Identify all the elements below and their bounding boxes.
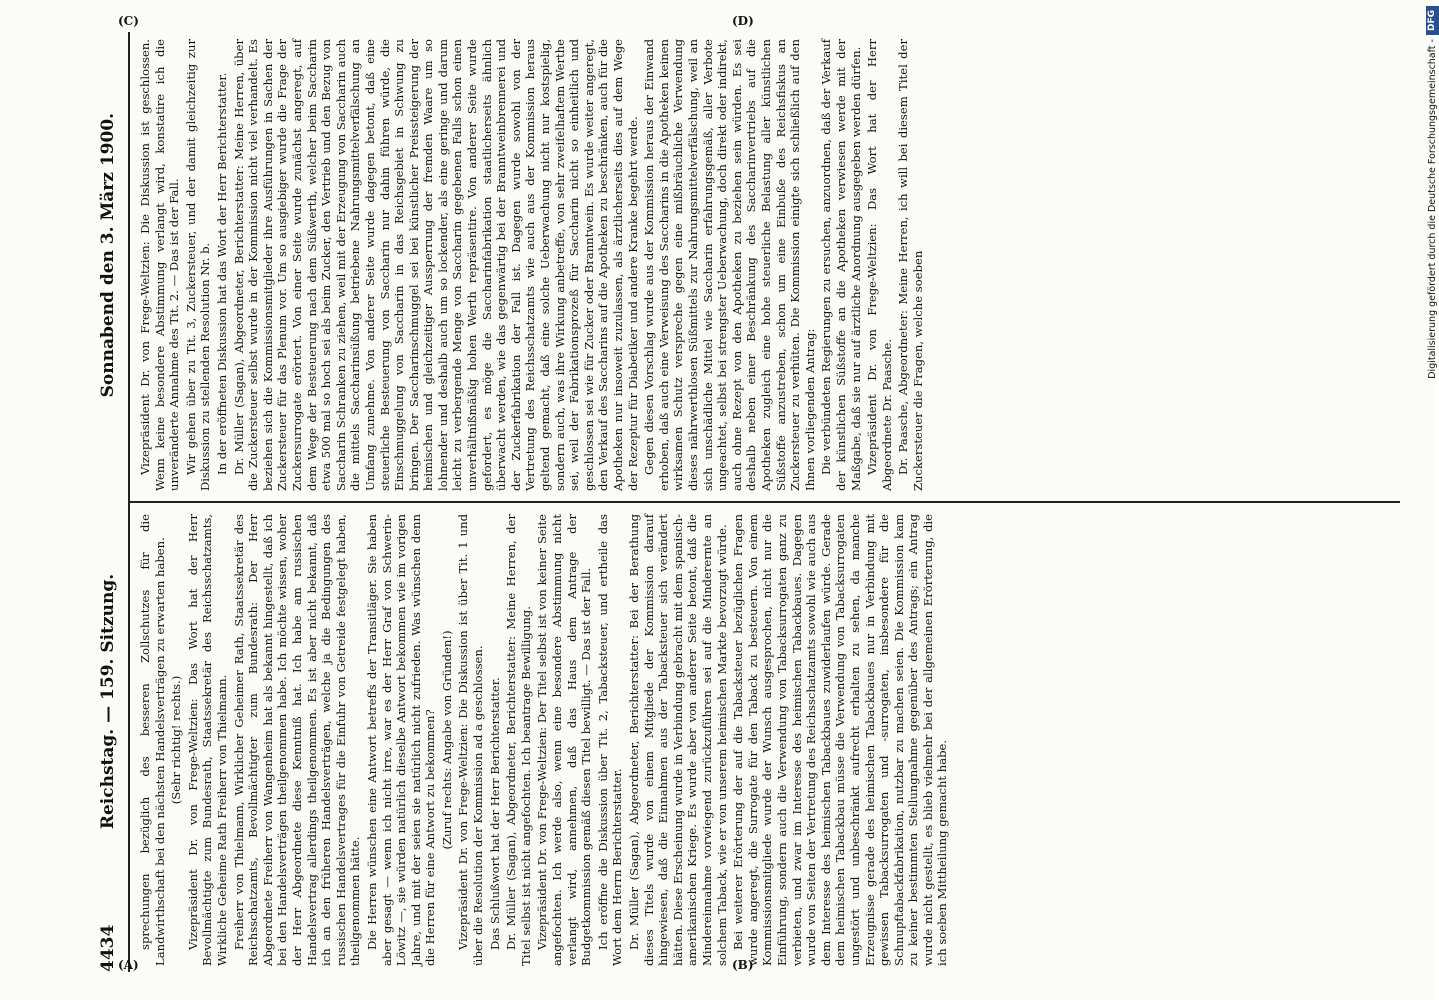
session-title: Reichstag. — 159. Sitzung. xyxy=(98,573,118,830)
paragraph: Dr. Müller (Sagan), Abgeordneter, Berichterstatter: Bei der Berathung dieses Titels wurde von einem Mitgliede der Kommission darauf hingewiesen, daß die Einnahmen aus der Tabacksteuer sich verändert hätten. Diese Erscheinung wurde in Verbindung gebracht mit dem spanisch-amerikanischen Kriege. Es wurde aber von anderer Seite betont, daß die Mindereinnahme vorwiegend zurückzuführen sei auf die Minderernte an solchem Taback, wie er von unserem heimischen Markte bevorzugt würde. xyxy=(627,514,729,966)
paragraph: Vizepräsident Dr. von Frege-Weltzien: Der Titel selbst ist von keiner Seite angefochten. Ich werde also, wenn eine besondere Abstimmung nicht verlangt wird, annehmen, daß das Haus dem Antrage der Budgetkommission gemäß diesen Titel bewilligt. — Das ist der Fall. xyxy=(535,514,594,966)
paragraph: Freiherr von Thielmann, Wirklicher Geheimer Rath, Staatssekretär des Reichsschatzamts, Bevollmächtigter zum Bundesrath: Der Herr Abgeordnete Freiherr von Wangenheim hat als bekannt hingestellt, daß ich bei den Handelsverträgen theilgenommen habe. Ich möchte wissen, woher der Herr Abgeordnete diese Kenntniß hat. Ich habe am russischen Handelsvertrag allerdings theilgenommen. Es ist aber nicht bekannt, daß ich an den früheren Handelsverträgen, welche ja die Bedingungen des russischen Handelsvertrages für die Einfuhr von Getreide festgelegt haben, theilgenommen hätte. xyxy=(231,514,363,966)
paragraph: Vizepräsident Dr. von Frege-Weltzien: Die Diskussion ist über Tit. 1 und über die Resolution der Kommission ad a geschlossen. xyxy=(456,514,486,966)
right-column xyxy=(138,39,1393,491)
paragraph: Vizepräsident Dr. von Frege-Weltzien: Das Wort hat der Herr Abgeordnete Dr. Paasche. xyxy=(865,39,894,491)
paragraph: Dr. Paasche, Abgeordneter: Meine Herren, ich will bei diesem Titel der Zuckersteuer die Fragen, welche soeben xyxy=(896,39,925,491)
paragraph: Gegen diesen Vorschlag wurde aus der Kommission heraus der Einwand erhoben, daß auch eine Verweisung des Saccharins in die Apotheken keinen wirksamen Schutz verspreche gegen eine mißbräuchliche Verwendung dieses nährwerthlosen Süßmittels zur Nahrungsmittelverfälschung, weil an sich unschädliche Mittel wie Saccharin erfahrungsgemäß, aller Verbote ungeachtet, selbst bei strengster Ueberwachung, doch direkt oder indirekt, auch ohne Rezept von den Apotheken zu beziehen sein würden. Es sei deshalb neben einer Beschränkung des Saccharinvertriebs auf die Apotheken zugleich eine hohe steuerliche Belastung aller künstlichen Süßstoffe anzustreben, schon um eine Einbuße des Reichsfiskus an Zuckersteuer zu verhüten. Die Kommission einigte sich schließlich auf den Ihnen vorliegenden Antrag: xyxy=(642,39,817,491)
paragraph: Das Schlußwort hat der Herr Berichterstatter. xyxy=(487,677,502,950)
paragraph: Ich eröffne die Diskussion über Tit. 2, Tabacksteuer, und ertheile das Wort dem Herrn Berichterstatter. xyxy=(595,514,625,966)
paragraph: (Sehr richtig! rechts.) xyxy=(169,675,184,805)
paragraph: Die Herren wünschen eine Antwort betreffs der Transitläger. Sie haben aber gesagt — wenn ich nicht irre, war es der Herr Graf von Schwerin-Löwitz —, sie würden natürlich dieselbe Antwort bekommen wie im vorigen Jahre, und mit der seien sie natürlich nicht zufrieden. Was wünschen denn die Herren für eine Antwort zu bekommen? xyxy=(364,514,438,966)
margin-marker-a: (A) xyxy=(118,958,139,972)
paragraph: Wir gehen über zu Tit. 3, Zuckersteuer, und der damit gleichzeitig zur Diskussion zu stellenden Resolution Nr. b. xyxy=(183,39,213,491)
page-header xyxy=(90,32,126,972)
margin-marker-d: (D) xyxy=(732,14,754,28)
digitization-credit-strip xyxy=(1410,6,1438,992)
dfg-logo: DFG xyxy=(1426,6,1439,35)
paragraph: In der eröffneten Diskussion hat das Wort der Herr Berichterstatter. xyxy=(214,72,229,475)
rotated-document-page xyxy=(90,32,1400,972)
paragraph: Bei weiterer Erörterung der auf die Tabacksteuer bezüglichen Fragen wurde angeregt, die Surrogate für den Taback zu besteuern. Von einem Kommissionsmitgliede wurde der Wunsch ausgesprochen, nicht nur die Einführung, sondern auch die Verwendung von Tabacksurrogaten ganz zu verbieten, und zwar im Interesse des heimischen Tabackbaues. Dagegen wurde von Seiten der Vertretung des Reichsschatzamts sowohl wie auch aus dem Interesse des heimischen Tabackbaues zuwiderlaufen würde. Gerade dem heimischen Tabackbau müsse die Verwendung von Tabacksurrogaten ungestört und unbeschränkt aufrecht erhalten zu sehen, da manche Erzeugnisse gerade des heimischen Tabackbaues nur in Verbindung mit gewissen Tabacksurrogaten und -surrogaten, insbesondere für die Schnupftabackfabrikation, nutzbar zu machen seien. Die Kommission kam zu keiner bestimmten Stellungnahme gegenüber des Antrags; ein Antrag wurde nicht gestellt, es blieb vielmehr bei der allgemeinen Erörterung, die ich soeben Mittheilung gemacht habe. xyxy=(731,514,950,966)
paragraph: (Zuruf rechts: Angabe von Gründen!) xyxy=(439,630,454,850)
paragraph: Vizepräsident Dr. von Frege-Weltzien: Das Wort hat der Herr Bevollmächtigte zum Bundesrath, Staatssekretär des Reichsschatzamts, Wirkliche Geheime Rath Freiherr von Thielmann. xyxy=(185,514,229,966)
margin-marker-c: (C) xyxy=(118,14,139,28)
session-date: Sonnabend den 3. März 1900. xyxy=(98,112,118,398)
paragraph: Dr. Müller (Sagan), Abgeordneter, Berichterstatter: Meine Herren, über die Zuckersteuer selbst wurde in der Kommission nicht viel verhandelt. Es beziehen sich die Kommissionsmitglieder ihre Ausführungen in Sachen der Zuckersteuer für das Plenum vor. Um so ausgiebiger wurde die Frage der Zuckersurrogate erörtert. Von einer Seite wurde zunächst angeregt, auf dem Wege der Besteuerung nach dem Süßwerth, welcher beim Saccharin etwa 500 mal so hoch sei als beim Zucker, den Vertrieb und den Bezug von Saccharin Schranken zu ziehen, weil mit der Erzeugung von Saccharin auch die mittels Saccharinsüßung betriebene Nahrungsmittelverfälschung an Umfang zunehme. Von anderer Seite wurde dagegen betont, daß eine steuerliche Besteuerung von Saccharin nur dahin führen würde, die Einschmuggelung von Saccharin in das Reichsgebiet in Schwung zu bringen. Der Saccharinschmuggel sei bei künstlicher Preissteigerung der heimischen und gleichzeitiger Aussperrung der fremden Waare um so lohnender und deshalb auch um so lockender, als eine geringe und darum leicht zu verbergende Menge von Saccharin gegebenen Falls schon einen unverhältnißmäßig hohen Werth repräsentire. Von anderer Seite wurde gefordert, es möge die Saccharinfabrikation staatlicherseits ähnlich überwacht werden, wie das gegenwärtig bei der Branntweinbrennerei und der Zuckerfabrikation der Fall ist. Dagegen wurde sowohl von der Vertretung des Reichsschatzamts wie auch aus der Kommission heraus geltend gemacht, daß eine solche Ueberwachung nicht nur kostspielig, sondern auch, was ihre Wirkung anbetreffe, von sehr zweifelhaftem Werthe sei, weil der Fabrikationsprozeß für Saccharin nicht so einheitlich und geschlossen sei wie für Zucker oder Branntwein. Es wurde weiter angeregt, den Verkauf des Saccharins auf die Apotheken zu beschränken, auch für die Apotheken nur insoweit zuzulassen, als ärztlicherseits dies auf dem Wege der Rezeptur für Diabetiker und andere Kranke begehrt werde. xyxy=(231,39,640,491)
left-column xyxy=(138,514,1393,966)
paragraph: Dr. Müller (Sagan), Abgeordneter, Berichterstatter: Meine Herren, der Titel selbst ist nicht angefochten. Ich beantrage Bewilligung. xyxy=(504,514,533,966)
paragraph: Vizepräsident Dr. von Frege-Weltzien: Die Diskussion ist geschlossen. Wenn keine besondere Abstimmung verlangt wird, konstatire ich die unveränderte Annahme des Tit. 2. — Das ist der Fall. xyxy=(138,39,182,491)
page-number: 4434 xyxy=(98,924,118,972)
digitization-credit: Digitalisierung gefördert durch die Deutsche Forschungsgemeinschaft - xyxy=(1427,39,1438,379)
paragraph: Die verbündeten Regierungen zu ersuchen, anzuordnen, daß der Verkauf der künstlichen Süßstoffe an die Apotheken verwiesen werde mit der Maßgabe, daß sie nur auf ärztliche Anordnung ausgegeben werden dürfen. xyxy=(819,39,863,491)
margin-marker-b: (B) xyxy=(732,958,754,972)
paragraph: sprechungen bezüglich des besseren Zollschutzes für die Landwirthschaft bei den nächsten Handelsverträgen zu erwarten haben. xyxy=(138,514,167,966)
column-divider xyxy=(130,501,1400,503)
